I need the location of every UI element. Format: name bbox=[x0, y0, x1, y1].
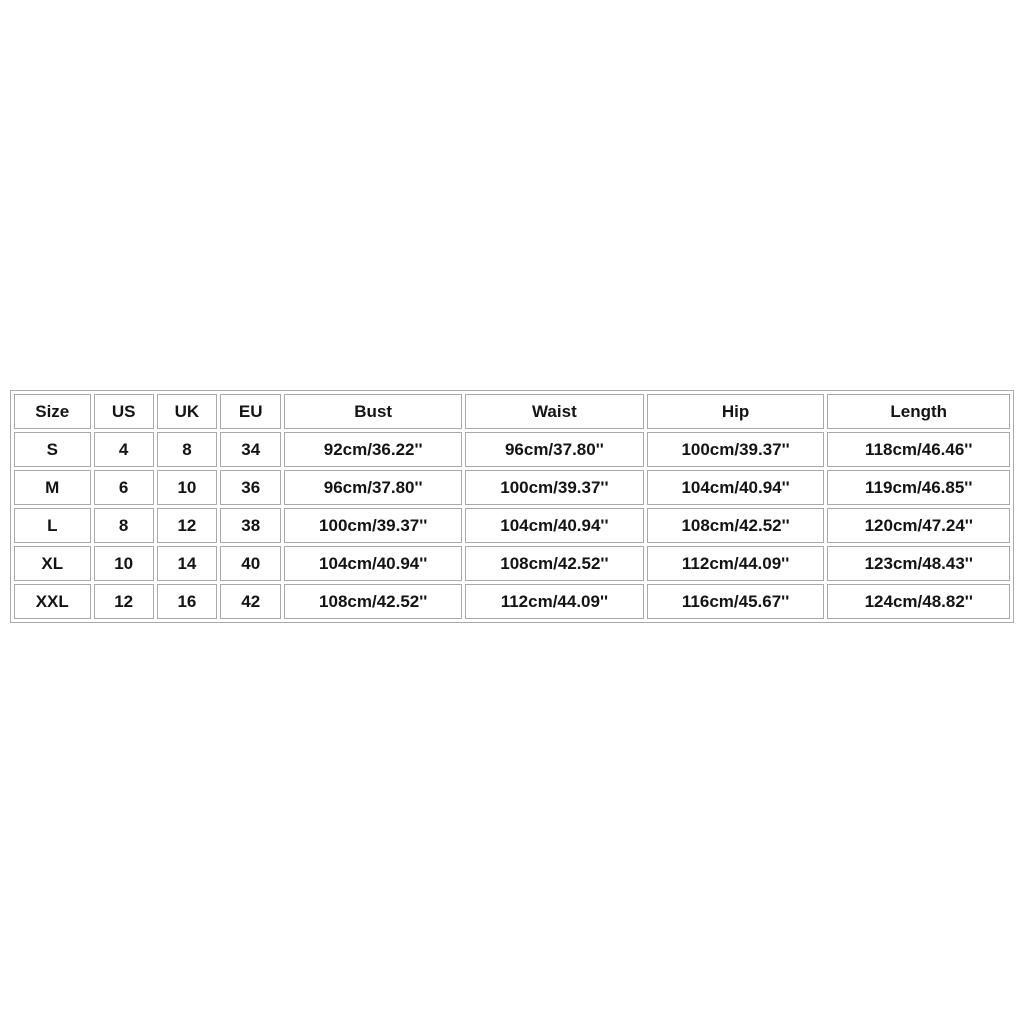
column-header-length: Length bbox=[827, 394, 1010, 429]
column-header-us: US bbox=[94, 394, 154, 429]
measurement-cell: 96cm/37.80'' bbox=[284, 470, 462, 505]
measurement-cell: 34 bbox=[220, 432, 281, 467]
size-label-cell: XXL bbox=[14, 584, 91, 619]
measurement-cell: 42 bbox=[220, 584, 281, 619]
measurement-cell: 38 bbox=[220, 508, 281, 543]
measurement-cell: 118cm/46.46'' bbox=[827, 432, 1010, 467]
measurement-cell: 40 bbox=[220, 546, 281, 581]
measurement-cell: 12 bbox=[157, 508, 217, 543]
size-chart-container bbox=[10, 390, 1014, 623]
size-label-cell: S bbox=[14, 432, 91, 467]
measurement-cell: 12 bbox=[94, 584, 154, 619]
measurement-cell: 16 bbox=[157, 584, 217, 619]
measurement-cell: 108cm/42.52'' bbox=[647, 508, 825, 543]
column-header-eu: EU bbox=[220, 394, 281, 429]
measurement-cell: 96cm/37.80'' bbox=[465, 432, 644, 467]
measurement-cell: 104cm/40.94'' bbox=[284, 546, 462, 581]
column-header-waist: Waist bbox=[465, 394, 644, 429]
column-header-size: Size bbox=[14, 394, 91, 429]
table-row bbox=[14, 470, 1010, 505]
measurement-cell: 36 bbox=[220, 470, 281, 505]
measurement-cell: 100cm/39.37'' bbox=[465, 470, 644, 505]
size-label-cell: XL bbox=[14, 546, 91, 581]
size-chart-table bbox=[10, 390, 1014, 623]
measurement-cell: 124cm/48.82'' bbox=[827, 584, 1010, 619]
column-header-bust: Bust bbox=[284, 394, 462, 429]
measurement-cell: 108cm/42.52'' bbox=[465, 546, 644, 581]
measurement-cell: 100cm/39.37'' bbox=[647, 432, 825, 467]
measurement-cell: 92cm/36.22'' bbox=[284, 432, 462, 467]
measurement-cell: 116cm/45.67'' bbox=[647, 584, 825, 619]
size-label-cell: M bbox=[14, 470, 91, 505]
table-row bbox=[14, 432, 1010, 467]
measurement-cell: 104cm/40.94'' bbox=[647, 470, 825, 505]
size-chart-body bbox=[14, 432, 1010, 619]
measurement-cell: 108cm/42.52'' bbox=[284, 584, 462, 619]
measurement-cell: 14 bbox=[157, 546, 217, 581]
size-chart-header bbox=[14, 394, 1010, 429]
measurement-cell: 112cm/44.09'' bbox=[647, 546, 825, 581]
measurement-cell: 8 bbox=[157, 432, 217, 467]
measurement-cell: 119cm/46.85'' bbox=[827, 470, 1010, 505]
table-row bbox=[14, 546, 1010, 581]
measurement-cell: 123cm/48.43'' bbox=[827, 546, 1010, 581]
table-row bbox=[14, 508, 1010, 543]
measurement-cell: 10 bbox=[94, 546, 154, 581]
measurement-cell: 8 bbox=[94, 508, 154, 543]
measurement-cell: 120cm/47.24'' bbox=[827, 508, 1010, 543]
measurement-cell: 10 bbox=[157, 470, 217, 505]
measurement-cell: 4 bbox=[94, 432, 154, 467]
column-header-hip: Hip bbox=[647, 394, 825, 429]
measurement-cell: 100cm/39.37'' bbox=[284, 508, 462, 543]
header-row bbox=[14, 394, 1010, 429]
measurement-cell: 112cm/44.09'' bbox=[465, 584, 644, 619]
column-header-uk: UK bbox=[157, 394, 217, 429]
measurement-cell: 6 bbox=[94, 470, 154, 505]
size-label-cell: L bbox=[14, 508, 91, 543]
table-row bbox=[14, 584, 1010, 619]
measurement-cell: 104cm/40.94'' bbox=[465, 508, 644, 543]
